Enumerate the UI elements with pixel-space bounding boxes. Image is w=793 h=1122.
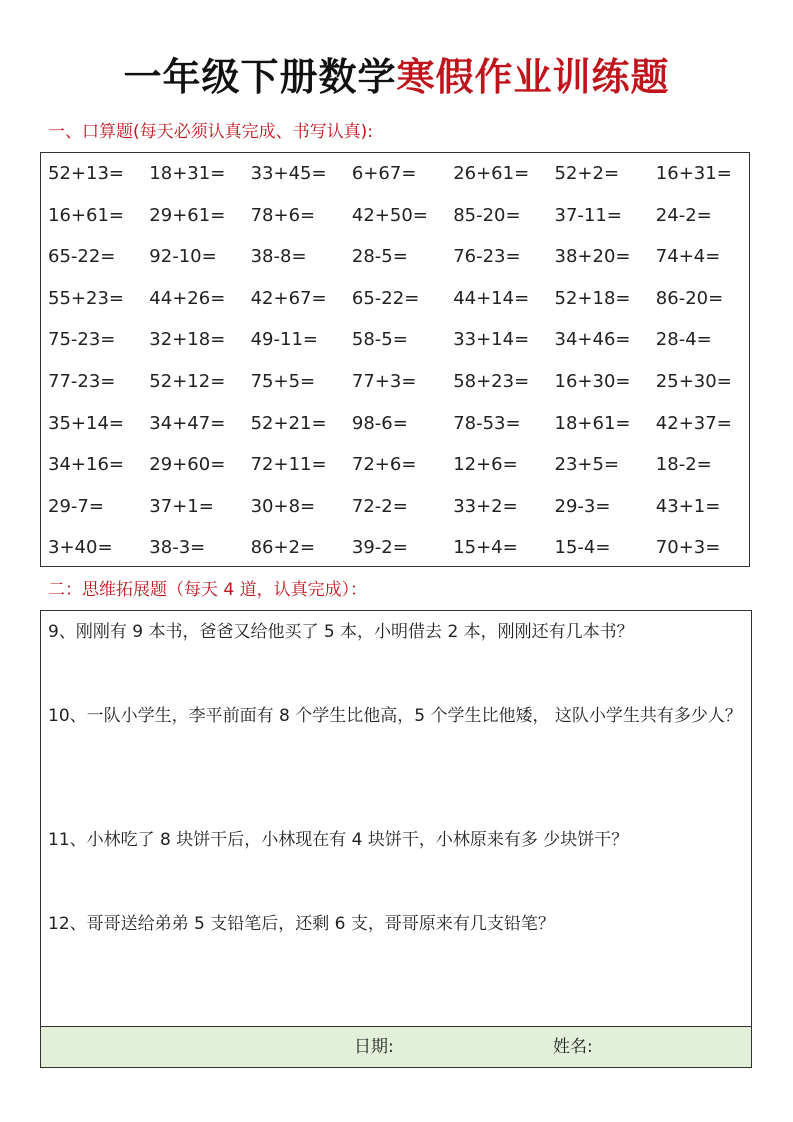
calc-problem: 38-8= [250, 246, 307, 268]
calc-problem: 12+6= [453, 454, 518, 476]
calc-problem: 18+31= [149, 163, 226, 184]
calc-problem: 72+6= [351, 454, 417, 476]
calc-problem: 58+23= [453, 371, 530, 392]
calc-problem: 86+2= [250, 537, 316, 559]
word-problem-11: 11、小林吃了 8 块饼干后，小林现在有 4 块饼干，小林原来有多 少块饼干？ [48, 830, 629, 850]
calc-problem: 23+5= [554, 454, 620, 476]
calc-problem: 65-22= [351, 287, 420, 309]
calc-problem: 37-11= [554, 204, 622, 226]
calc-problem: 37+1= [149, 495, 214, 517]
calc-problem: 52+18= [554, 287, 631, 309]
calc-row [48, 325, 748, 355]
calc-problem: 77+3= [351, 371, 417, 392]
section-2-heading: 二：思维拓展题（每天 4 道，认真完成）： [48, 580, 368, 600]
calc-problem: 29-3= [554, 495, 611, 517]
calc-row [48, 201, 748, 231]
title-part-1: 一年级下册数学 [123, 55, 397, 99]
calc-problem: 70+3= [655, 537, 721, 559]
calc-problem: 33+14= [453, 329, 530, 351]
calc-problem: 15+4= [453, 537, 518, 559]
word-problem-9: 9、刚刚有 9 本书，爸爸又给他买了 5 本，小明借去 2 本，刚刚还有几本书？ [48, 622, 634, 642]
calc-row [48, 450, 748, 480]
calc-problem: 33+45= [250, 163, 327, 184]
section-1-heading: 一、口算题(每天必须认真完成、书写认真): [48, 122, 373, 142]
calc-row [48, 159, 748, 189]
calc-problem: 92-10= [149, 246, 217, 268]
calc-row [48, 492, 748, 522]
calc-problem: 42+67= [250, 287, 327, 309]
calc-problem: 30+8= [250, 495, 316, 517]
calc-problem: 76-23= [453, 246, 521, 268]
arithmetic-grid [40, 152, 750, 567]
word-problem-10: 10、一队小学生，李平前面有 8 个学生比他高，5 个学生比他矮， 这队小学生共有多少人？ [48, 706, 742, 726]
calc-problem: 15-4= [554, 537, 611, 559]
calc-problem: 38+20= [554, 246, 631, 268]
calc-problem: 75+5= [250, 371, 316, 392]
calc-problem: 52+12= [149, 371, 226, 392]
calc-problem: 34+46= [554, 329, 631, 351]
calc-problem: 32+18= [149, 329, 226, 351]
calc-problem: 78-53= [453, 412, 521, 434]
calc-problem: 16+61= [48, 204, 124, 226]
date-label: 日期: [354, 1037, 394, 1057]
calc-problem: 78+6= [250, 204, 316, 226]
calc-problem: 34+16= [48, 454, 124, 476]
calc-problem: 34+47= [149, 412, 226, 434]
word-problems-box [40, 610, 752, 1068]
calc-problem: 29+60= [149, 454, 226, 476]
calc-problem: 75-23= [48, 329, 116, 351]
calc-problem: 42+37= [655, 412, 732, 434]
calc-problem: 44+14= [453, 287, 530, 309]
calc-problem: 58-5= [351, 329, 408, 351]
calc-problem: 77-23= [48, 371, 116, 392]
calc-row [48, 284, 748, 314]
calc-problem: 74+4= [655, 246, 721, 268]
calc-problem: 65-22= [48, 246, 116, 268]
calc-problem: 49-11= [250, 329, 318, 351]
calc-problem: 33+2= [453, 495, 518, 517]
calc-problem: 52+2= [554, 163, 620, 184]
calc-problem: 52+13= [48, 163, 124, 184]
calc-problem: 43+1= [655, 495, 721, 517]
calc-problem: 39-2= [351, 537, 408, 559]
calc-problem: 52+21= [250, 412, 327, 434]
calc-problem: 6+67= [351, 163, 417, 184]
calc-problem: 26+61= [453, 163, 530, 184]
calc-problem: 72+11= [250, 454, 327, 476]
calc-problem: 16+31= [655, 163, 732, 184]
calc-problem: 25+30= [655, 371, 732, 392]
calc-problem: 3+40= [48, 537, 113, 559]
calc-problem: 29+61= [149, 204, 226, 226]
calc-problem: 55+23= [48, 287, 124, 309]
calc-problem: 44+26= [149, 287, 226, 309]
calc-problem: 42+50= [351, 204, 428, 226]
calc-row [48, 409, 748, 439]
calc-problem: 85-20= [453, 204, 521, 226]
word-problem-12: 12、哥哥送给弟弟 5 支铅笔后，还剩 6 支，哥哥原来有几支铅笔？ [48, 914, 555, 934]
footer-bar [41, 1026, 751, 1067]
calc-problem: 86-20= [655, 287, 724, 309]
calc-problem: 38-3= [149, 537, 206, 559]
calc-row [48, 533, 748, 563]
page-title [0, 52, 793, 102]
name-label: 姓名: [553, 1037, 593, 1057]
calc-problem: 24-2= [655, 204, 712, 226]
title-part-2: 寒假作业训练题 [396, 55, 670, 99]
calc-problem: 18+61= [554, 412, 631, 434]
calc-problem: 18-2= [655, 454, 712, 476]
calc-problem: 16+30= [554, 371, 631, 392]
calc-row [48, 367, 748, 397]
calc-problem: 72-2= [351, 495, 408, 517]
calc-problem: 28-4= [655, 329, 712, 351]
calc-problem: 29-7= [48, 495, 104, 517]
calc-problem: 35+14= [48, 412, 124, 434]
calc-problem: 28-5= [351, 246, 408, 268]
calc-problem: 98-6= [351, 412, 408, 434]
calc-row [48, 242, 748, 272]
